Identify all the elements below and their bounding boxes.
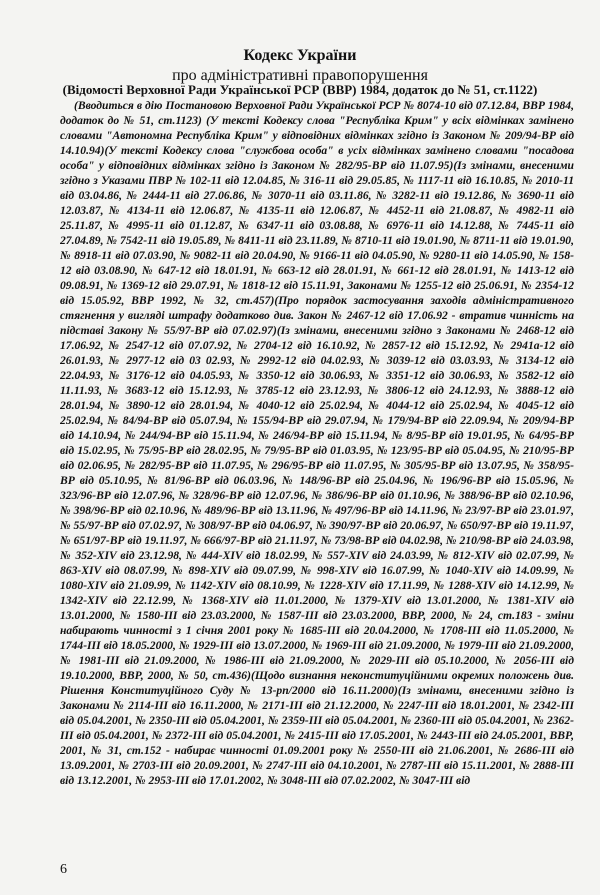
document-body-text: (Вводиться в дію Постановою Верховної Ради Української РСР № 8074-10 від 07.12.84, ВВР 1984, додаток до № 51, ст.1123) (У тексті Кодексу слова "Республіка Крим" у всіх відмінках замінено словами "Автономна Республіка Крим" у відповідних відмінках згідно із Законом № 209/94-ВР від 14.10.94)(У тексті Кодексу слова "службова особа" в усіх відмінках замінено словами "посадова особа" у відповідних відмінках згідно із Законом № 282/95-ВР від 11.07.95)(Із змінами, внесеними згідно з Указами ПВР № 102-11 від 12.04.85, № 316-11 від 29.05.85, № 1117-11 від 16.10.85, № 2010-11 від 03.04.86, № 2444-11 від 27.06.86, № 3070-11 від 03.11.86, № 3282-11 від 19.12.86, № 3690-11 від 12.03.87, № 4134-11 від 12.06.87, № 4135-11 від 12.06.87, № 4452-11 від 21.08.87, № 4982-11 від 25.11.87, № 4995-11 від 01.12.87, № 6347-11 від 03.08.88, № 6976-11 від 14.12.88, № 7445-11 від 27.04.89, № 7542-11 від 19.05.89, № 8411-11 від 23.11.89, № 8710-11 від 19.01.90, № 8711-11 від 19.01.90, № 8918-11 від 07.03.90, № 9082-11 від 20.04.90, № 9166-11 від 04.05.90, № 9280-11 від 14.05.90, № 158-12 від 03.08.90, № 647-12 від 18.01.91, № 663-12 від 28.01.91, № 661-12 від 28.01.91, № 1413-12 від 09.08.91, № 1369-12 від 29.07.91, № 1818-12 від 15.11.91, Законами № 1255-12 від 25.06.91, № 2354-12 від 15.05.92, ВВР 1992, № 32, ст.457)(Про порядок застосування заходів адміністративного стягнення у вигляді штрафу додатково див. Закон № 2467-12 від 17.06.92 - втратив чинність на підставі Закону № 55/97-ВР від 07.02.97)(Із змінами, внесеними згідно з Законами № 2468-12 від 17.06.92, № 2547-12 від 07.07.92, № 2704-12 від 16.10.92, № 2857-12 від 15.12.92, № 2941а-12 від 26.01.93, № 2977-12 від 03 02.93, № 2992-12 від 04.02.93, № 3039-12 від 03.03.93, № 3134-12 від 22.04.93, № 3176-12 від 04.05.93, № 3350-12 від 30.06.93, № 3351-12 від 30.06.93, № 3582-12 від 11.11.93, № 3683-12 від 15.12.93, № 3785-12 від 23.12.93, № 3806-12 від 24.12.93, № 3888-12 від 28.01.94, № 3890-12 від 28.01.94, № 4040-12 від 25.02.94, № 4044-12 від 25.02.94, № 4045-12 від 25.02.94, № 84/94-ВР від 05.07.94, № 155/94-ВР від 29.07.94, № 179/94-ВР від 22.09.94, № 209/94-ВР від 14.10.94, № 244/94-ВР від 15.11.94, № 246/94-ВР від 15.11.94, № 8/95-ВР від 19.01.95, № 64/95-ВР від 15.02.95, № 75/95-ВР від 28.02.95, № 79/95-ВР від 01.03.95, № 123/95-ВР від 05.04.95, № 210/95-ВР від 02.06.95, № 282/95-ВР від 11.07.95, № 296/95-ВР від 11.07.95, № 305/95-ВР від 13.07.95, № 358/95-ВР від 05.10.95, № 81/96-ВР від 06.03.96, № 148/96-ВР від 25.04.96, № 196/96-ВР від 15.05.96, № 323/96-ВР від 12.07.96, № 328/96-ВР від 12.07.96, № 386/96-ВР від 01.10.96, № 388/96-ВР від 02.10.96, № 398/96-ВР від 02.10.96, № 489/96-ВР від 13.11.96, № 497/96-ВР від 14.11.96, № 23/97-ВР від 23.01.97, № 55/97-ВР від 07.02.97, № 308/97-ВР від 04.06.97, № 390/97-ВР від 20.06.97, № 650/97-ВР від 19.11.97, № 651/97-ВР від 19.11.97, № 666/97-ВР від 21.11.97, № 73/98-ВР від 04.02.98, № 210/98-ВР від 24.03.98, № 352-XIV від 23.12.98, № 444-XIV від 18.02.99, № 557-XIV від 24.03.99, № 812-XIV від 02.07.99, № 863-XIV від 08.07.99, № 898-XIV від 09.07.99, № 998-XIV від 16.07.99, № 1040-XIV від 14.09.99, № 1080-XIV від 21.09.99, № 1142-XIV від 08.10.99, № 1228-XIV від 17.11.99, № 1288-XIV від 14.12.99, № 1342-XIV від 22.12.99, № 1368-XIV від 11.01.2000, № 1379-XIV від 13.01.2000, № 1381-XIV від 13.01.2000, № 1580-III від 23.03.2000, № 1587-III від 23.03.2000, ВВР, 2000, № 24, ст.183 - зміни набирають чинності з 1 січня 2001 року № 1685-III від 20.04.2000, № 1708-III від 11.05.2000, № 1744-III від 18.05.2000, № 1929-III від 13.07.2000, № 1969-III від 21.09.2000, № 1979-III від 21.09.2000, № 1981-III від 21.09.2000, № 1986-III від 21.09.2000, № 2029-III від 05.10.2000, № 2056-III від 19.10.2000, ВВР, 2000, № 50, ст.436)(Щодо визнання неконституційними окремих положень див. Рішення Конституційного Суду № 13-рп/2000 від 16.11.2000)(Із змінами, внесеними згідно із Законами № 2114-III від 16.11.2000, № 2171-III від 21.12.2000, № 2247-III від 18.01.2001, № 2342-III від 05.04.2001, № 2350-III від 05.04.2001, № 2359-III від 05.04.2001, № 2360-III від 05.04.2001, № 2362-III від 05.04.2001, № 2372-III від 05.04.2001, № 2415-III від 17.05.2001, № 2443-III від 24.05.2001, ВВР, 2001, № 31, ст.152 - набирає чинності 01.09.2001 року № 2550-III від 21.06.2001, № 2686-III від 13.09.2001, № 2703-III від 20.09.2001, № 2747-III від 04.10.2001, № 2787-III від 15.11.2001, № 2888-III від 13.12.2001, № 2953-III від 17.01.2002, № 3048-III від 07.02.2002, № 3047-III від [60,99,574,787]
document-source: (Відомості Верховної Ради Української РСР (ВВР) 1984, додаток до № 51, ст.1122) [62,82,538,97]
document-subtitle: про адміністративні правопорушення [172,67,428,84]
page-number: 6 [60,862,67,877]
document-title: Кодекс України [243,47,357,64]
